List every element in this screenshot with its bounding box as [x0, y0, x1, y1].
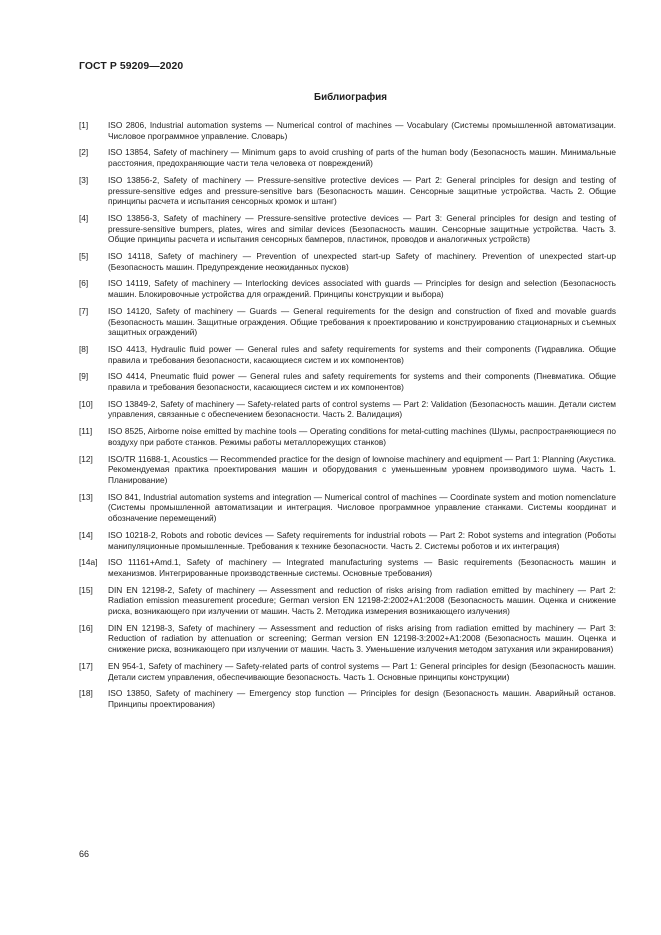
entry-number: [7] [79, 305, 89, 316]
entry-text: ISO/TR 11688-1, Acoustics — Recommended practice for the design of lownoise machinery and equipment — Part 1: Planning (Акустика. Рекомендуемая практика проектирования машин и оборудования с уменьшенным уровнем производимого шума. Часть 1. Планирование) [108, 453, 616, 485]
entry-number: [17] [79, 660, 93, 671]
entry-text: ISO 14118, Safety of machinery — Prevention of unexpected start-up Safety of machinery. Prevention of unexpected start-up (Безопасность машин. Предупреждение неожиданных пусков) [108, 251, 616, 272]
entry-number: [13] [79, 491, 93, 502]
document-header: ГОСТ Р 59209—2020 [79, 61, 184, 72]
bibliography-entry [79, 661, 616, 682]
bibliography-entry [79, 251, 616, 272]
entry-text: EN 954-1, Safety of machinery — Safety-related parts of control systems — Part 1: General principles for design (Безопасность машин. Детали систем управления, обеспечивающие безопасность. Часть 1. Основные принципы конструкции) [108, 660, 616, 682]
entry-text: ISO 13856-2, Safety of machinery — Pressure-sensitive protective devices — Part 2: General principles for design and testing of pressure-sensitive edges and pressure-sensitive bars (Безопасность машин. Сенсорные защитные устройства. Часть 2. Общие принципы расчета и испытания сенсорных кромок и штанг) [108, 174, 616, 207]
bibliography-entry [79, 688, 616, 709]
entry-number: [14a] [79, 557, 98, 568]
entry-text: ISO 10218-2, Robots and robotic devices — Safety requirements for industrial robots — Part 2: Robot systems and integration (Роботы манипуляционные промышленные. Требования к технике безопасности. Часть 2. Системы роботов и их интеграция) [108, 529, 616, 551]
bibliography-entry [79, 492, 616, 524]
entry-text: ISO 13854, Safety of machinery — Minimum gaps to avoid crushing of parts of the human body (Безопасность машин. Минимальные расстояния, предохраняющие части тела человека от повреждений) [108, 147, 616, 169]
entry-number: [14] [79, 529, 93, 540]
entry-number: [16] [79, 622, 93, 633]
bibliography-list [79, 120, 616, 716]
entry-number: [1] [79, 120, 89, 130]
bibliography-entry [79, 530, 616, 551]
bibliography-entry [79, 371, 616, 392]
entry-text: ISO 13850, Safety of machinery — Emergency stop function — Principles for design (Безопасность машин. Аварийный останов. Принципы проектирования) [108, 688, 616, 709]
bibliography-entry [79, 306, 616, 338]
entry-text: ISO 14119, Safety of machinery — Interlocking devices associated with guards — Principles for design and selection (Безопасность машин. Блокировочные устройства для ограждений. Принципы конструкции и выбора) [108, 278, 616, 300]
entry-text: ISO 13856-3, Safety of machinery — Pressure-sensitive protective devices — Part 3: General principles for design and testing of pressure-sensitive bumpers, plates, wires and similar devices (Безопасность машин. Сенсорные защитные устройства. Часть 3. Общие принципы расчета и испытания сенсорных бамперов, пластинок, проводов и аналогичных устройств) [108, 212, 616, 245]
entry-text: DIN EN 12198-2, Safety of machinery — Assessment and reduction of risks arising from radiation emitted by machinery — Part 2: Radiation emission measurement procedure; German version EN 12198-2:2002+A1:2008 (Безопасность машин. Оценка и снижение риска, возникающего при излучении от машин. Часть 2. Методика измерения возникающего излучения) [108, 584, 616, 617]
entry-text: ISO 11161+Amd.1, Safety of machinery — Integrated manufacturing systems — Basic requirements (Безопасность машин и механизмов. Интегрированные производственные системы. Основные требования) [108, 557, 616, 578]
entry-text: ISO 841, Industrial automation systems and integration — Numerical control of machines — Coordinate system and motion nomenclature (Системы промышленной автоматизации и интеграция. Числовое программное управление станками. Системы координат и обозначение перемещений) [108, 491, 616, 524]
entry-number: [12] [79, 453, 93, 464]
entry-number: [18] [79, 688, 93, 699]
entry-number: [8] [79, 343, 89, 354]
entry-number: [3] [79, 174, 89, 185]
bibliography-entry [79, 213, 616, 245]
entry-text: ISO 14120, Safety of machinery — Guards — General requirements for the design and construction of fixed and movable guards (Безопасность машин. Защитные ограждения. Общие требования к проектированию и конструированию стационарных и съемных защитных ограждений) [108, 305, 616, 338]
entry-number: [6] [79, 278, 89, 289]
entry-number: [11] [79, 426, 93, 437]
entry-text: DIN EN 12198-3, Safety of machinery — Assessment and reduction of risks arising from radiation emitted by machinery — Part 3: Reduction of radiation by attenuation or screening; German version EN 12198-3:2002+A1:2008 (Безопасность машин. Оценка и снижение риска, возникающего при излучении от машин. Часть 3. Уменьшение излучения методом затухания или экранирования) [108, 622, 616, 655]
section-title: Библиография [314, 92, 387, 103]
bibliography-entry [79, 623, 616, 655]
bibliography-entry [79, 120, 616, 141]
bibliography-entry [79, 557, 616, 578]
entry-text: ISO 8525, Airborne noise emitted by machine tools — Operating conditions for metal-cutting machines (Шумы, распространяющиеся по воздуху при работе станков. Режимы работы металлорежущих станков) [108, 426, 616, 447]
entry-number: [10] [79, 398, 93, 409]
bibliography-entry [79, 399, 616, 420]
entry-text: ISO 4414, Pneumatic fluid power — General rules and safety requirements for systems and their components (Пневматика. Общие правила и требования безопасности, касающиеся систем и их компонентов) [108, 371, 616, 393]
entry-text: ISO 2806, Industrial automation systems — Numerical control of machines — Vocabulary (Системы промышленной автоматизации. Числовое программное управление. Словарь) [108, 120, 616, 141]
entry-text: ISO 4413, Hydraulic fluid power — General rules and safety requirements for systems and their components (Гидравлика. Общие правила и требования безопасности, касающиеся систем и их компонентов) [108, 343, 616, 365]
page-number: 66 [79, 849, 90, 859]
bibliography-entry [79, 147, 616, 168]
entry-number: [5] [79, 251, 89, 262]
bibliography-entry [79, 454, 616, 486]
entry-number: [15] [79, 584, 93, 595]
entry-number: [2] [79, 147, 89, 158]
bibliography-entry [79, 175, 616, 207]
bibliography-entry [79, 426, 616, 447]
entry-number: [9] [79, 371, 89, 382]
entry-number: [4] [79, 212, 89, 223]
bibliography-entry [79, 344, 616, 365]
entry-text: ISO 13849-2, Safety of machinery — Safety-related parts of control systems — Part 2: Validation (Безопасность машин. Детали систем управления, связанные с обеспечением безопасности. Часть 2. Валидация) [108, 398, 616, 420]
bibliography-entry [79, 585, 616, 617]
bibliography-entry [79, 278, 616, 299]
